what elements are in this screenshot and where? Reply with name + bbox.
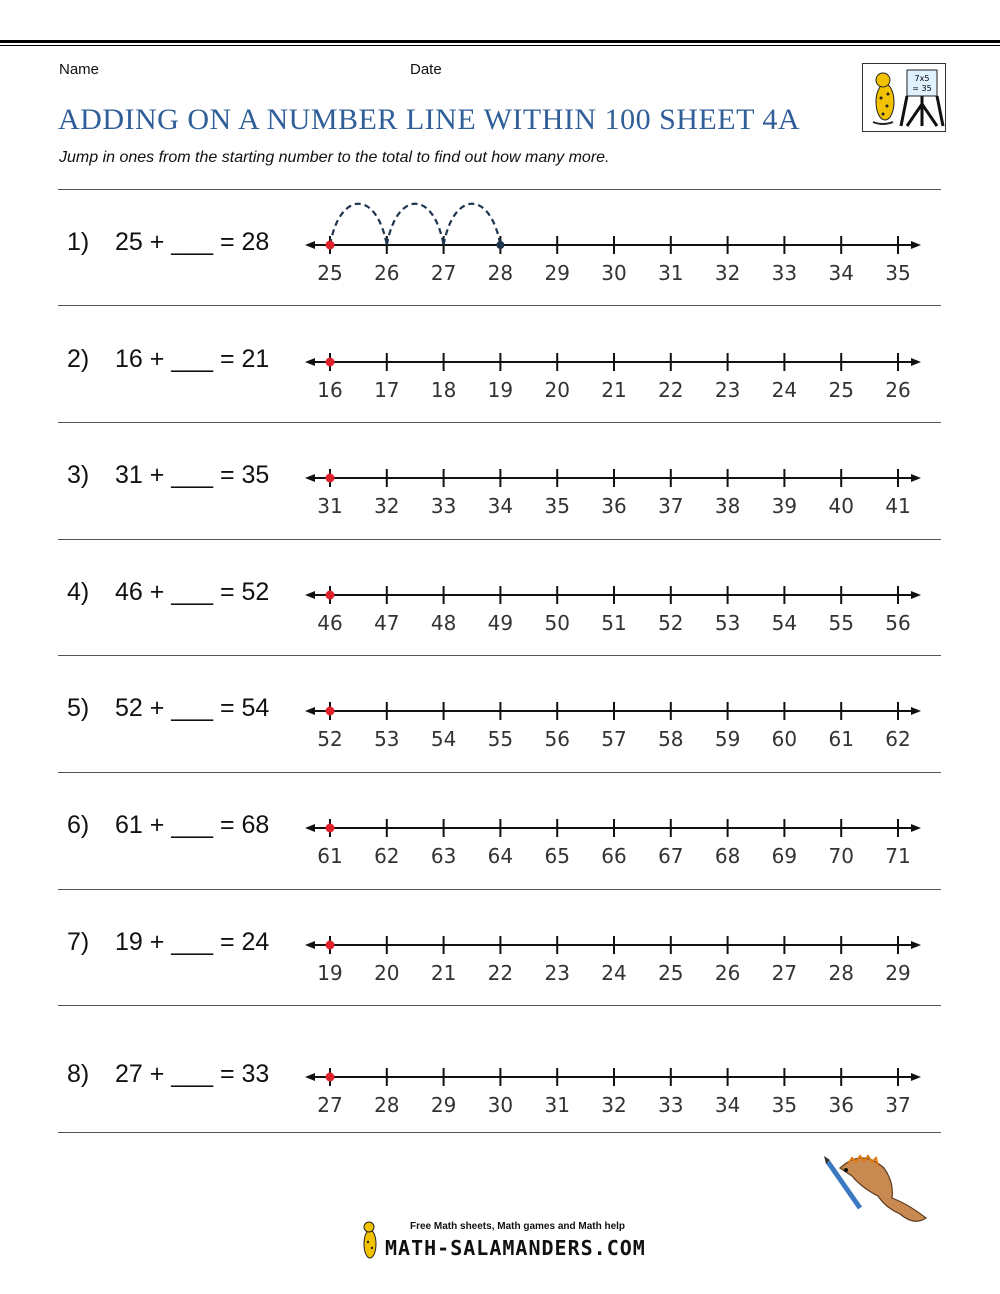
- tick-label: 41: [885, 494, 911, 518]
- footer-brand: MATH-SALAMANDERS.COM: [385, 1236, 646, 1260]
- problem-row: [0, 423, 1000, 540]
- end-dot: [496, 241, 504, 249]
- tick-label: 70: [828, 844, 854, 868]
- top-rule: [0, 40, 1000, 43]
- tick-label: 29: [430, 1093, 457, 1117]
- right-arrow-icon: [911, 241, 921, 249]
- tick-label: 52: [658, 611, 684, 635]
- tick-label: 37: [658, 494, 684, 518]
- tick-label: 16: [317, 378, 343, 402]
- start-dot: [326, 241, 335, 250]
- problem-equation: 16 + ___ = 21: [115, 345, 270, 373]
- left-arrow-icon: [305, 241, 315, 249]
- tick-label: 55: [487, 727, 514, 751]
- row-divider: [58, 1132, 941, 1133]
- tick-label: 29: [544, 261, 570, 285]
- tick-label: 68: [714, 844, 741, 868]
- tick-label: 22: [487, 961, 514, 985]
- number-line: [0, 890, 1000, 1006]
- tick-label: 59: [714, 727, 741, 751]
- number-line: [0, 307, 1000, 423]
- tick-label: 32: [601, 1093, 627, 1117]
- problem-row: [0, 1006, 1000, 1133]
- tick-label: 52: [317, 727, 343, 751]
- number-line: [0, 423, 1000, 540]
- tick-label: 30: [601, 261, 627, 285]
- tick-label: 25: [828, 378, 854, 402]
- problem-number: 5): [67, 694, 90, 722]
- tick-label: 33: [658, 1093, 684, 1117]
- right-arrow-icon: [911, 941, 921, 949]
- tick-label: 31: [658, 261, 684, 285]
- tick-label: 67: [658, 844, 684, 868]
- tick-label: 31: [317, 494, 343, 518]
- tick-label: 63: [430, 844, 457, 868]
- problem-number: 8): [67, 1060, 90, 1088]
- salamander-logo: [862, 63, 946, 132]
- number-line: [0, 656, 1000, 773]
- tick-label: 21: [601, 378, 627, 402]
- page-title: ADDING ON A NUMBER LINE WITHIN 100 SHEET 4A: [58, 103, 801, 136]
- left-arrow-icon: [305, 941, 315, 949]
- tick-label: 58: [658, 727, 684, 751]
- tick-label: 51: [601, 611, 627, 635]
- problem-number: 1): [67, 228, 90, 256]
- problem-number: 6): [67, 811, 90, 839]
- tick-label: 23: [714, 378, 741, 402]
- tick-label: 62: [885, 727, 911, 751]
- start-dot: [326, 824, 335, 833]
- tick-label: 56: [885, 611, 911, 635]
- problem-equation: 52 + ___ = 54: [115, 694, 270, 722]
- tick-label: 50: [544, 611, 570, 635]
- tick-label: 20: [374, 961, 400, 985]
- tick-label: 32: [374, 494, 400, 518]
- tick-label: 20: [544, 378, 570, 402]
- number-line: [0, 773, 1000, 890]
- tick-label: 54: [430, 727, 457, 751]
- tick-label: 37: [885, 1093, 911, 1117]
- tick-label: 18: [430, 378, 457, 402]
- tick-label: 49: [487, 611, 514, 635]
- tick-label: 35: [544, 494, 570, 518]
- tick-label: 34: [487, 494, 514, 518]
- tick-label: 61: [828, 727, 854, 751]
- jump-arc: [387, 204, 444, 245]
- problem-number: 2): [67, 345, 90, 373]
- tick-label: 25: [317, 261, 343, 285]
- number-line: [0, 1006, 1000, 1133]
- problem-row: [0, 656, 1000, 773]
- problem-equation: 31 + ___ = 35: [115, 461, 270, 489]
- problem-number: 3): [67, 461, 90, 489]
- tick-label: 33: [771, 261, 798, 285]
- tick-label: 34: [714, 1093, 741, 1117]
- left-arrow-icon: [305, 1073, 315, 1081]
- tick-label: 57: [601, 727, 627, 751]
- logo-text-1: 7x5: [914, 74, 930, 83]
- start-dot: [326, 358, 335, 367]
- problem-row: [0, 540, 1000, 656]
- problem-equation: 61 + ___ = 68: [115, 811, 270, 839]
- tick-label: 53: [374, 727, 400, 751]
- tick-label: 29: [885, 961, 911, 985]
- right-arrow-icon: [911, 1073, 921, 1081]
- left-arrow-icon: [305, 358, 315, 366]
- tick-label: 38: [714, 494, 741, 518]
- problem-number: 7): [67, 928, 90, 956]
- tick-label: 55: [828, 611, 854, 635]
- tick-label: 27: [430, 261, 457, 285]
- left-arrow-icon: [305, 591, 315, 599]
- problem-row: [0, 190, 1000, 306]
- problem-equation: 46 + ___ = 52: [115, 578, 270, 606]
- start-dot: [326, 591, 335, 600]
- tick-label: 54: [771, 611, 798, 635]
- tick-label: 53: [714, 611, 741, 635]
- salamander-teacher-icon: [863, 64, 945, 131]
- tick-label: 64: [487, 844, 514, 868]
- tick-label: 24: [601, 961, 627, 985]
- tick-label: 36: [828, 1093, 854, 1117]
- start-dot: [326, 1073, 335, 1082]
- tick-label: 28: [487, 261, 514, 285]
- problem-equation: 25 + ___ = 28: [115, 228, 270, 256]
- left-arrow-icon: [305, 707, 315, 715]
- tick-label: 60: [771, 727, 798, 751]
- tick-label: 23: [544, 961, 570, 985]
- tick-label: 19: [487, 378, 514, 402]
- tick-label: 17: [374, 378, 400, 402]
- start-dot: [326, 941, 335, 950]
- number-line: [0, 190, 1000, 306]
- salamander-pencil-icon: [822, 1148, 934, 1230]
- problem-row: [0, 773, 1000, 890]
- tick-label: 34: [828, 261, 854, 285]
- instructions: Jump in ones from the starting number to the total to find out how many more.: [59, 149, 610, 166]
- tick-label: 61: [317, 844, 343, 868]
- right-arrow-icon: [911, 591, 921, 599]
- tick-label: 47: [374, 611, 400, 635]
- tick-label: 39: [771, 494, 798, 518]
- tick-label: 26: [374, 261, 400, 285]
- jump-arc: [444, 204, 501, 245]
- tick-label: 27: [771, 961, 798, 985]
- tick-label: 27: [317, 1093, 343, 1117]
- tick-label: 24: [771, 378, 798, 402]
- right-arrow-icon: [911, 707, 921, 715]
- logo-text-2: = 35: [912, 84, 932, 93]
- start-dot: [326, 707, 335, 716]
- number-line: [0, 540, 1000, 656]
- right-arrow-icon: [911, 474, 921, 482]
- problem-equation: 19 + ___ = 24: [115, 928, 270, 956]
- tick-label: 19: [317, 961, 343, 985]
- tick-label: 21: [430, 961, 457, 985]
- problem-equation: 27 + ___ = 33: [115, 1060, 270, 1088]
- name-label: Name: [59, 61, 100, 78]
- tick-label: 46: [317, 611, 343, 635]
- problem-row: [0, 307, 1000, 423]
- tick-label: 65: [544, 844, 570, 868]
- problem-number: 4): [67, 578, 90, 606]
- right-arrow-icon: [911, 824, 921, 832]
- tick-label: 30: [487, 1093, 514, 1117]
- left-arrow-icon: [305, 824, 315, 832]
- tick-label: 26: [885, 378, 911, 402]
- tick-label: 22: [658, 378, 684, 402]
- tick-label: 26: [714, 961, 741, 985]
- jump-arc: [330, 204, 387, 245]
- tick-label: 69: [771, 844, 798, 868]
- tick-label: 35: [885, 261, 911, 285]
- date-label: Date: [410, 61, 442, 78]
- footer-logo-icon: [356, 1218, 386, 1262]
- tick-label: 40: [828, 494, 854, 518]
- row-divider: [58, 305, 941, 306]
- tick-label: 32: [714, 261, 741, 285]
- tick-label: 28: [828, 961, 854, 985]
- tick-label: 31: [544, 1093, 570, 1117]
- left-arrow-icon: [305, 474, 315, 482]
- tick-label: 28: [374, 1093, 400, 1117]
- tick-label: 71: [885, 844, 911, 868]
- top-rule-thin: [0, 45, 1000, 46]
- tick-label: 25: [658, 961, 684, 985]
- tick-label: 36: [601, 494, 627, 518]
- tick-label: 62: [374, 844, 400, 868]
- tick-label: 35: [771, 1093, 798, 1117]
- tick-label: 66: [601, 844, 627, 868]
- tick-label: 33: [430, 494, 457, 518]
- problem-row: [0, 890, 1000, 1006]
- footer-tagline: Free Math sheets, Math games and Math help: [410, 1221, 626, 1232]
- start-dot: [326, 474, 335, 483]
- right-arrow-icon: [911, 358, 921, 366]
- tick-label: 56: [544, 727, 570, 751]
- tick-label: 48: [430, 611, 457, 635]
